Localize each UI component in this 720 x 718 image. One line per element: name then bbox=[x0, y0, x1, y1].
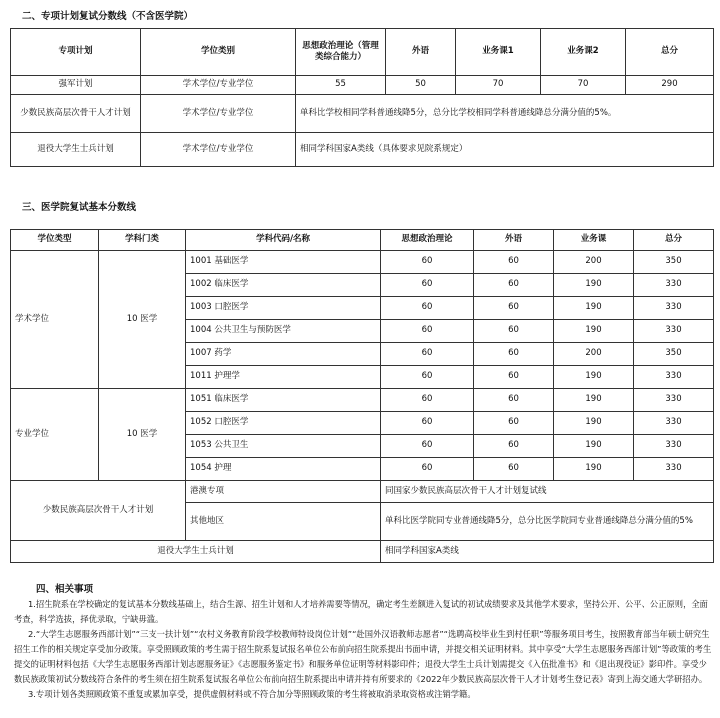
cell-foreign: 60 bbox=[474, 251, 554, 274]
header-degree-type: 学位类型 bbox=[11, 230, 99, 251]
header-foreign: 外语 bbox=[474, 230, 554, 251]
cell-plan: 少数民族高层次骨干人才计划 bbox=[11, 95, 141, 133]
cell-foreign: 60 bbox=[474, 366, 554, 389]
header-total: 总分 bbox=[626, 29, 714, 76]
cell-total: 330 bbox=[634, 274, 714, 297]
cell-plan: 强军计划 bbox=[11, 76, 141, 95]
header-politics: 思想政治理论（管理类综合能力） bbox=[296, 29, 386, 76]
cell-foreign: 60 bbox=[474, 435, 554, 458]
cell-code: 1004 公共卫生与预防医学 bbox=[186, 320, 381, 343]
cell-politics: 60 bbox=[381, 297, 474, 320]
cell-code: 1007 药学 bbox=[186, 343, 381, 366]
note-item: 2.“大学生志愿服务西部计划”“三支一扶计划”“农村义务教育阶段学校教师特设岗位计划”“赴国外汉语教师志愿者”“选聘高校毕业生到村任职”等服务项目考生，按照教育部当年硕士研究生招生工作的相关规定享受加分政策。享受照顾政策的考生需于招生院系复试报名单位公布前向招生院系提出书面申请，并提交相关证明材料。其中享受“大学生志愿服务西部计划”等政策的考生提交的证明材料包括《大学生志愿服务西部计划志愿服务证》《志愿服务鉴定书》和服务单位证明等材料影印件；退役大学生士兵计划需提交《入伍批准书》和《退出现役证》影印件。享受少数民族政策初试分数线符合条件的考生须在招生院系复试报名单位公布前向招生院系提出申请并持有所要求的《2022年少数民族高层次骨干人才计划考生登记表》寄到上海交通大学研招办。 bbox=[14, 629, 712, 684]
cell-foreign: 60 bbox=[474, 297, 554, 320]
header-degree: 学位类别 bbox=[141, 29, 296, 76]
cell-code: 1052 口腔医学 bbox=[186, 412, 381, 435]
cell-note: 相同学科国家A类线 bbox=[381, 541, 714, 563]
table-row bbox=[11, 389, 714, 412]
cell-politics: 60 bbox=[381, 320, 474, 343]
cell-politics: 60 bbox=[381, 343, 474, 366]
header-course2: 业务课2 bbox=[541, 29, 626, 76]
special-plan-score-table bbox=[10, 28, 714, 167]
cell-degree: 学术学位/专业学位 bbox=[141, 133, 296, 167]
header-foreign: 外语 bbox=[386, 29, 456, 76]
header-total: 总分 bbox=[634, 230, 714, 251]
cell-total: 330 bbox=[634, 412, 714, 435]
cell-course: 190 bbox=[554, 274, 634, 297]
cell-degree: 学术学位/专业学位 bbox=[141, 76, 296, 95]
cell-degree: 学术学位/专业学位 bbox=[141, 95, 296, 133]
section-2-title: 二、专项计划复试分数线（不含医学院） bbox=[22, 11, 194, 22]
cell-category: 10 医学 bbox=[99, 251, 186, 389]
cell-code: 1053 公共卫生 bbox=[186, 435, 381, 458]
cell-course2: 70 bbox=[541, 76, 626, 95]
cell-total: 290 bbox=[626, 76, 714, 95]
cell-total: 350 bbox=[634, 343, 714, 366]
cell-politics: 60 bbox=[381, 458, 474, 481]
cell-code: 1011 护理学 bbox=[186, 366, 381, 389]
cell-foreign: 60 bbox=[474, 274, 554, 297]
note-item: 3.专项计划各类照顾政策不重复或累加享受，提供虚假材料或不符合加分等照顾政策的考生将被取消录取资格或注销学籍。 bbox=[28, 689, 476, 699]
cell-foreign: 60 bbox=[474, 458, 554, 481]
cell-code: 1001 基础医学 bbox=[186, 251, 381, 274]
cell-foreign: 60 bbox=[474, 320, 554, 343]
medical-school-score-table bbox=[10, 229, 714, 563]
cell-code: 1051 临床医学 bbox=[186, 389, 381, 412]
header-course1: 业务课1 bbox=[456, 29, 541, 76]
cell-degree-type: 学术学位 bbox=[11, 251, 99, 389]
cell-plan: 退役大学生士兵计划 bbox=[11, 133, 141, 167]
table-row bbox=[11, 76, 714, 95]
cell-total: 330 bbox=[634, 297, 714, 320]
cell-total: 330 bbox=[634, 458, 714, 481]
cell-note: 单科比医学院同专业普通线降5分，总分比医学院同专业普通线降总分满分值的5% bbox=[381, 503, 714, 541]
cell-course: 200 bbox=[554, 251, 634, 274]
table-row bbox=[11, 481, 714, 503]
header-course: 业务课 bbox=[554, 230, 634, 251]
cell-politics: 55 bbox=[296, 76, 386, 95]
cell-total: 330 bbox=[634, 366, 714, 389]
cell-area: 港澳专项 bbox=[186, 481, 381, 503]
cell-course: 190 bbox=[554, 435, 634, 458]
cell-code: 1054 护理 bbox=[186, 458, 381, 481]
header-code: 学科代码/名称 bbox=[186, 230, 381, 251]
cell-course: 190 bbox=[554, 412, 634, 435]
cell-code: 1002 临床医学 bbox=[186, 274, 381, 297]
cell-politics: 60 bbox=[381, 366, 474, 389]
cell-category: 10 医学 bbox=[99, 389, 186, 481]
cell-total: 350 bbox=[634, 251, 714, 274]
cell-politics: 60 bbox=[381, 251, 474, 274]
cell-total: 330 bbox=[634, 389, 714, 412]
cell-politics: 60 bbox=[381, 412, 474, 435]
cell-politics: 60 bbox=[381, 435, 474, 458]
cell-foreign: 60 bbox=[474, 389, 554, 412]
cell-course: 190 bbox=[554, 458, 634, 481]
cell-note: 同国家少数民族高层次骨干人才计划复试线 bbox=[381, 481, 714, 503]
cell-foreign: 50 bbox=[386, 76, 456, 95]
cell-note: 相同学科国家A类线（具体要求见院系规定） bbox=[296, 133, 714, 167]
table-row bbox=[11, 133, 714, 167]
cell-course: 190 bbox=[554, 320, 634, 343]
cell-course: 190 bbox=[554, 297, 634, 320]
cell-course1: 70 bbox=[456, 76, 541, 95]
cell-foreign: 60 bbox=[474, 343, 554, 366]
cell-degree-type: 专业学位 bbox=[11, 389, 99, 481]
cell-politics: 60 bbox=[381, 274, 474, 297]
cell-code: 1003 口腔医学 bbox=[186, 297, 381, 320]
cell-veteran-label: 退役大学生士兵计划 bbox=[11, 541, 381, 563]
cell-foreign: 60 bbox=[474, 412, 554, 435]
table-row bbox=[11, 541, 714, 563]
section-3-title: 三、医学院复试基本分数线 bbox=[22, 202, 137, 213]
header-category: 学科门类 bbox=[99, 230, 186, 251]
cell-course: 190 bbox=[554, 366, 634, 389]
table-header-row bbox=[11, 230, 714, 251]
table-header-row bbox=[11, 29, 714, 76]
cell-minority-label: 少数民族高层次骨干人才计划 bbox=[11, 481, 186, 541]
cell-total: 330 bbox=[634, 435, 714, 458]
header-politics: 思想政治理论 bbox=[381, 230, 474, 251]
table-row bbox=[11, 95, 714, 133]
section-4-title: 四、相关事项 bbox=[36, 584, 94, 595]
header-plan: 专项计划 bbox=[11, 29, 141, 76]
table-row bbox=[11, 251, 714, 274]
cell-politics: 60 bbox=[381, 389, 474, 412]
cell-total: 330 bbox=[634, 320, 714, 343]
notes-list bbox=[14, 597, 714, 702]
cell-area: 其他地区 bbox=[186, 503, 381, 541]
cell-note: 单科比学校相同学科普通线降5分，总分比学校相同学科普通线降总分满分值的5%。 bbox=[296, 95, 714, 133]
cell-course: 190 bbox=[554, 389, 634, 412]
note-item: 1.招生院系在学校确定的复试基本分数线基础上，结合生源、招生计划和人才培养需要等情况，确定考生差额进入复试的初试成绩要求及其他学术要求，坚持公开、公平、公正原则，全面考查，科学选拔，择优录取，宁缺毋滥。 bbox=[14, 599, 708, 624]
cell-course: 200 bbox=[554, 343, 634, 366]
